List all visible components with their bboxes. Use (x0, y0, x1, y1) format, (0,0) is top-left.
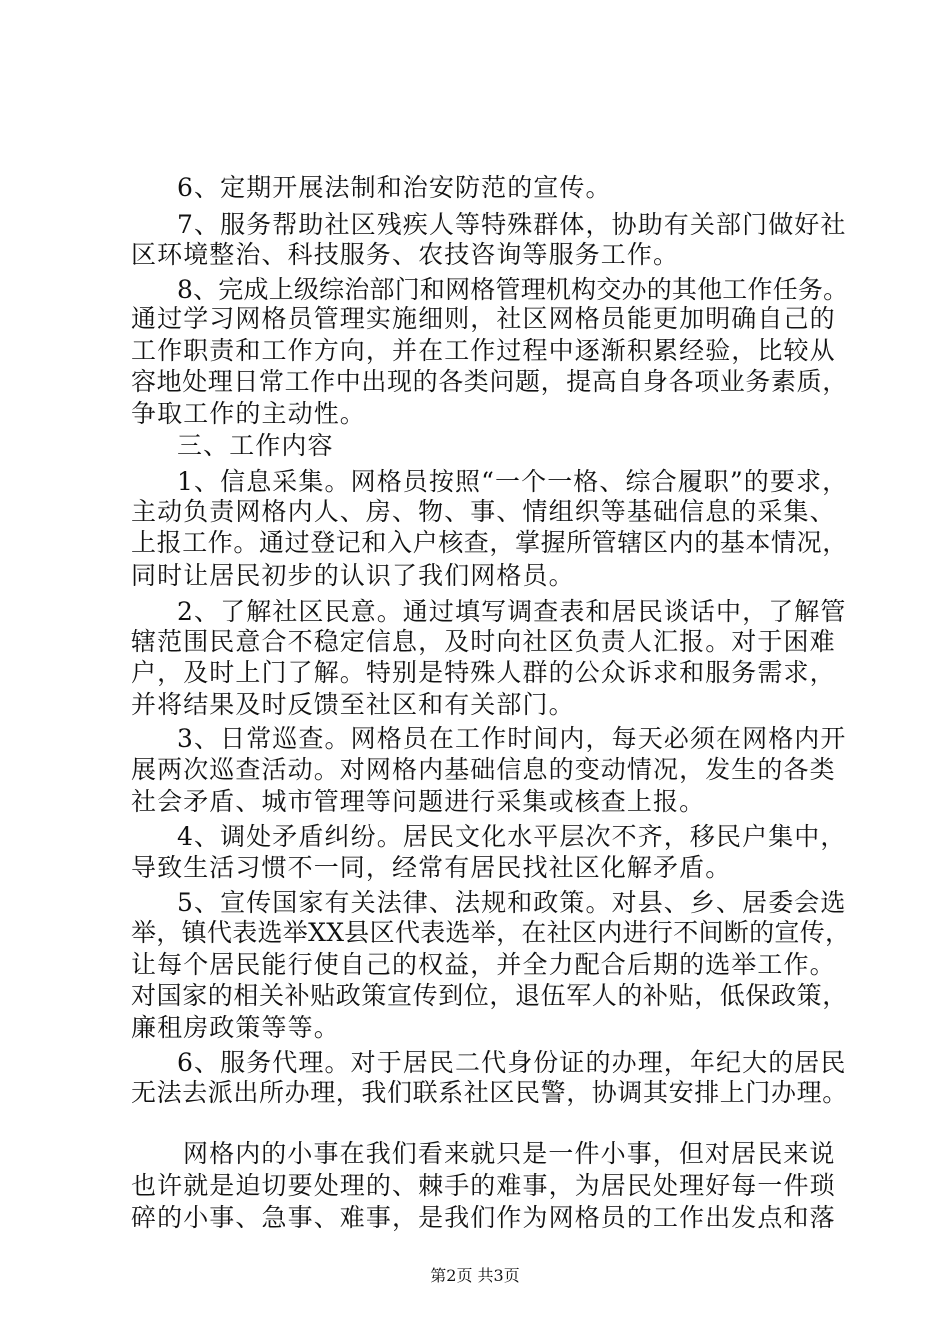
text-line: 让每个居民能行使自己的权益，并全力配合后期的选举工作。 (131, 950, 836, 979)
text-line: 廉租房政策等等。 (131, 1013, 340, 1042)
text-line: 碎的小事、急事、难事，是我们作为网格员的工作出发点和落 (131, 1203, 836, 1232)
text-line: 工作职责和工作方向，并在工作过程中逐渐积累经验，比较从 (131, 336, 836, 365)
text-line: 3、日常巡查。网格员在工作时间内，每天必须在网格内开 (177, 724, 847, 753)
text-line: 4、调处矛盾纠纷。居民文化水平层次不齐，移民户集中， (177, 822, 847, 851)
text-line: 户，及时上门了解。特别是特殊人群的公众诉求和服务需求， (131, 658, 836, 687)
text-line: 通过学习网格员管理实施细则，社区网格员能更加明确自己的 (131, 304, 836, 333)
text-line: 同时让居民初步的认识了我们网格员。 (131, 561, 575, 590)
text-line: 2、了解社区民意。通过填写调查表和居民谈话中，了解管 (177, 597, 847, 626)
text-line: 社会矛盾、城市管理等问题进行采集或核查上报。 (131, 787, 706, 816)
text-line: 展两次巡查活动。对网格内基础信息的变动情况，发生的各类 (131, 755, 836, 784)
section-heading: 三、工作内容 (177, 431, 334, 460)
text-line: 容地处理日常工作中出现的各类问题，提高自身各项业务素质， (131, 367, 848, 396)
text-line: 争取工作的主动性。 (131, 399, 366, 428)
text-line: 6、定期开展法制和治安防范的宣传。 (177, 173, 612, 202)
page-number-footer: 第2页 共3页 (430, 1266, 520, 1285)
text-line: 主动负责网格内人、房、物、事、情组织等基础信息的采集、 (131, 497, 836, 526)
text-line: 上报工作。通过登记和入户核查，掌握所管辖区内的基本情况， (131, 528, 848, 557)
text-line: 区环境整治、科技服务、农技咨询等服务工作。 (131, 240, 680, 269)
text-line: 5、宣传国家有关法律、法规和政策。对县、乡、居委会选 (177, 888, 847, 917)
text-line: 7、服务帮助社区残疾人等特殊群体，协助有关部门做好社 (177, 210, 847, 239)
text-line: 8、完成上级综治部门和网格管理机构交办的其他工作任务。 (177, 275, 849, 304)
text-line: 并将结果及时反馈至社区和有关部门。 (131, 690, 575, 719)
text-line: 对国家的相关补贴政策宣传到位，退伍军人的补贴，低保政策， (131, 981, 848, 1010)
text-line: 举，镇代表选举XX县区代表选举，在社区内进行不间断的宣传， (131, 918, 851, 947)
text-line: 导致生活习惯不一同，经常有居民找社区化解矛盾。 (131, 853, 732, 882)
text-line: 无法去派出所办理，我们联系社区民警，协调其安排上门办理。 (131, 1078, 848, 1107)
text-line: 6、服务代理。对于居民二代身份证的办理，年纪大的居民 (177, 1048, 847, 1077)
text-line: 辖范围民意合不稳定信息，及时向社区负责人汇报。对于困难 (131, 627, 836, 656)
text-line: 网格内的小事在我们看来就只是一件小事，但对居民来说 (183, 1139, 836, 1168)
text-line: 1、信息采集。网格员按照“一个一格、综合履职”的要求， (177, 467, 849, 496)
text-line: 也许就是迫切要处理的、棘手的难事，为居民处理好每一件琐 (131, 1171, 836, 1200)
